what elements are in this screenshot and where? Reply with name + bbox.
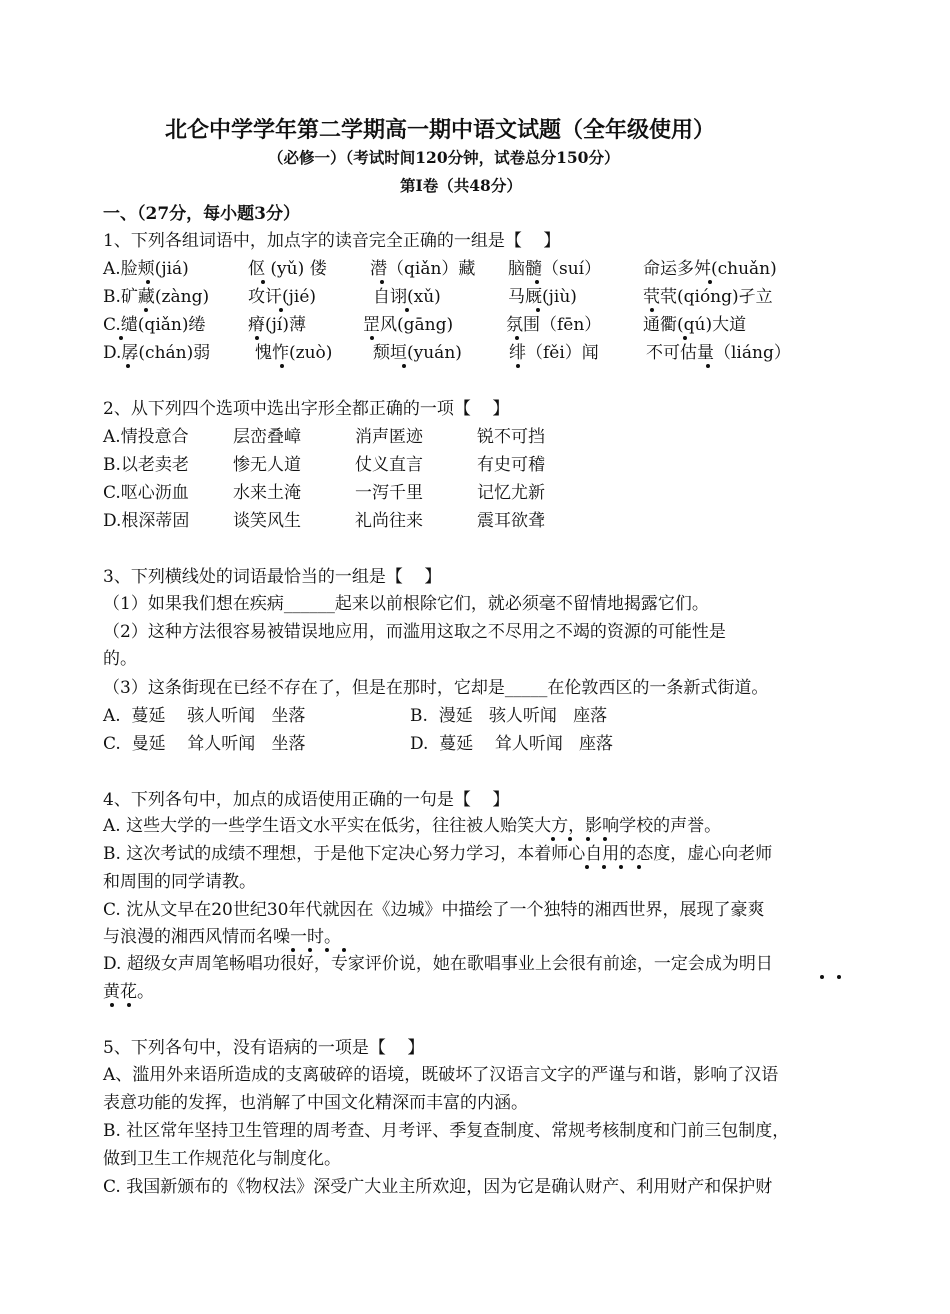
q1-d-4: 绯（fěi）闻 [509,343,599,363]
emphasis-dot [119,336,123,340]
emphasis-dot [325,948,329,952]
q4-option-c-cont: 与浪漫的湘西风情而名噪一时。 [103,927,341,947]
emphasis-dot [405,308,409,312]
q1-c-1: C.缱(qiǎn)绻 [103,315,206,335]
q5-option-a-cont: 表意功能的发挥，也消解了中国文化精深而丰富的内涵。 [103,1093,528,1113]
q1-d-5: 不可估量（liáng） [646,343,791,363]
q4-option-d: D. 超级女声周笔畅唱功很好，专家评价说，她在歌唱事业上会很有前途，一定会成为明日 [103,954,773,974]
emphasis-dot [402,364,406,368]
q2-a-2: 层峦叠嶂 [233,427,301,447]
q3-option-b: B. 漫延 骇人听闻 座落 [410,706,608,726]
q2-b-1: B.以老卖老 [103,455,189,475]
emphasis-dot [380,280,384,284]
emphasis-dot [308,948,312,952]
q2-a-4: 锐不可挡 [477,427,545,447]
emphasis-dot [603,837,607,841]
emphasis-dot [342,948,346,952]
emphasis-dot [568,837,572,841]
q2-d-3: 礼尚往来 [355,511,423,531]
emphasis-dot [706,364,710,368]
emphasis-dot [683,336,687,340]
emphasis-dot [535,280,539,284]
q2-d-1: D.根深蒂固 [103,511,190,531]
q1-d-3: 颓垣(yuán) [373,343,462,363]
q2-a-1: A.情投意合 [103,427,189,447]
emphasis-dot [144,308,148,312]
q4-option-b-cont: 和周围的同学请教。 [103,872,256,892]
emphasis-dot [650,308,654,312]
q2-b-3: 仗义直言 [355,455,423,475]
emphasis-dot [515,336,519,340]
page-subtitle: （必修一）（考试时间120分钟，试卷总分150分） [268,148,620,167]
q1-d-1: D.孱(chán)弱 [103,343,211,363]
q4-option-a: A. 这些大学的一些学生语文水平实在低劣，往往被人贻笑大方，影响学校的声誉。 [103,816,722,836]
q1-a-4: 脑髓（suí） [508,259,602,279]
q2-a-3: 消声匿迹 [355,427,423,447]
q1-a-2: 伛 (yǔ) 偻 [248,259,327,279]
question-3-sentence-2: （2）这种方法很容易被错误地应用，而滥用这取之不尽用之不竭的资源的可能性是 [103,622,726,642]
q1-c-2: 瘠(jí)薄 [248,315,306,335]
q1-c-3: 罡风(gāng) [363,315,454,335]
emphasis-dot [291,948,295,952]
question-3-sentence-2-cont: 的。 [103,649,137,669]
emphasis-dot [110,1003,114,1007]
q1-a-1: A.脸颊(jiá) [103,259,189,279]
emphasis-dot [127,1003,131,1007]
q5-option-b: B. 社区常年坚持卫生管理的周考查、月考评、季复查制度、常规考核制度和门前三包制度， [103,1121,790,1141]
q1-b-5: 茕茕(qióng)孑立 [643,287,773,307]
emphasis-dot [602,865,606,869]
section-heading: 一、（27分，每小题3分） [103,204,300,224]
q1-d-2: 愧怍(zuò) [255,343,333,363]
emphasis-dot [837,975,841,979]
q4-option-d-cont: 黄花。 [103,982,154,1002]
page-title: 北仑中学学年第二学期高一期中语文试题（全年级使用） [165,117,716,143]
emphasis-dot [280,364,284,368]
question-1-stem: 1、下列各组词语中，加点字的读音完全正确的一组是【 】 [103,231,561,251]
emphasis-dot [619,865,623,869]
emphasis-dot [146,280,150,284]
q1-b-3: 自诩(xǔ) [373,287,441,307]
q1-b-1: B.矿藏(zàng) [103,287,210,307]
q1-c-5: 通衢(qú)大道 [643,315,747,335]
question-3-sentence-3: （3）这条街现在已经不存在了，但是在那时，它却是_____在伦敦西区的一条新式街道。 [103,678,769,698]
q2-c-1: C.呕心沥血 [103,483,189,503]
q2-c-2: 水来土淹 [233,483,301,503]
emphasis-dot [261,280,265,284]
q3-option-d: D. 蔓延 耸人听闻 座落 [410,734,614,754]
emphasis-dot [637,865,641,869]
question-3-stem: 3、下列横线处的词语最恰当的一组是【 】 [103,567,442,587]
emphasis-dot [585,865,589,869]
q3-option-c: C. 曼延 耸人听闻 坐落 [103,734,306,754]
emphasis-dot [708,280,712,284]
q2-c-4: 记忆尤新 [477,483,545,503]
q5-option-a: A、滥用外来语所造成的支离破碎的语境，既破坏了汉语言文字的严谨与和谐，影响了汉语 [103,1065,779,1085]
part-heading: 第Ⅰ卷（共48分） [400,176,522,195]
question-3-sentence-1: （1）如果我们想在疾病______起来以前根除它们，就必须毫不留情地揭露它们。 [103,594,709,614]
q1-c-4: 氛围（fēn） [506,315,602,335]
question-4-stem: 4、下列各句中，加点的成语使用正确的一句是【 】 [103,790,510,810]
emphasis-dot [126,364,130,368]
q1-a-3: 潜（qiǎn）藏 [370,259,476,279]
q2-b-4: 有史可稽 [477,455,545,475]
emphasis-dot [370,336,374,340]
question-2-stem: 2、从下列四个选项中选出字形全都正确的一项【 】 [103,399,510,419]
q2-d-4: 震耳欲聋 [477,511,545,531]
emphasis-dot [820,975,824,979]
q5-option-c: C. 我国新颁布的《物权法》深受广大业主所欢迎，因为它是确认财产、利用财产和保护财 [103,1177,773,1197]
emphasis-dot [516,364,520,368]
emphasis-dot [551,837,555,841]
emphasis-dot [536,308,540,312]
q4-option-b: B. 这次考试的成绩不理想，于是他下定决心努力学习，本着师心自用的态度，虚心向老师 [103,844,773,864]
q1-a-5: 命运多舛(chuǎn) [643,259,777,279]
q3-option-a: A. 蔓延 骇人听闻 坐落 [103,706,306,726]
emphasis-dot [279,308,283,312]
q2-c-3: 一泻千里 [355,483,423,503]
q1-b-2: 攻讦(jié) [248,287,317,307]
question-5-stem: 5、下列各句中，没有语病的一项是【 】 [103,1038,425,1058]
q2-d-2: 谈笑风生 [233,511,301,531]
q2-b-2: 惨无人道 [233,455,301,475]
q4-option-c: C. 沈从文早在20世纪30年代就因在《边城》中描绘了一个独特的湘西世界，展现了豪爽 [103,900,765,920]
emphasis-dot [255,336,259,340]
q1-b-4: 马厩(jiù) [508,287,577,307]
q5-option-b-cont: 做到卫生工作规范化与制度化。 [103,1149,341,1169]
emphasis-dot [586,837,590,841]
